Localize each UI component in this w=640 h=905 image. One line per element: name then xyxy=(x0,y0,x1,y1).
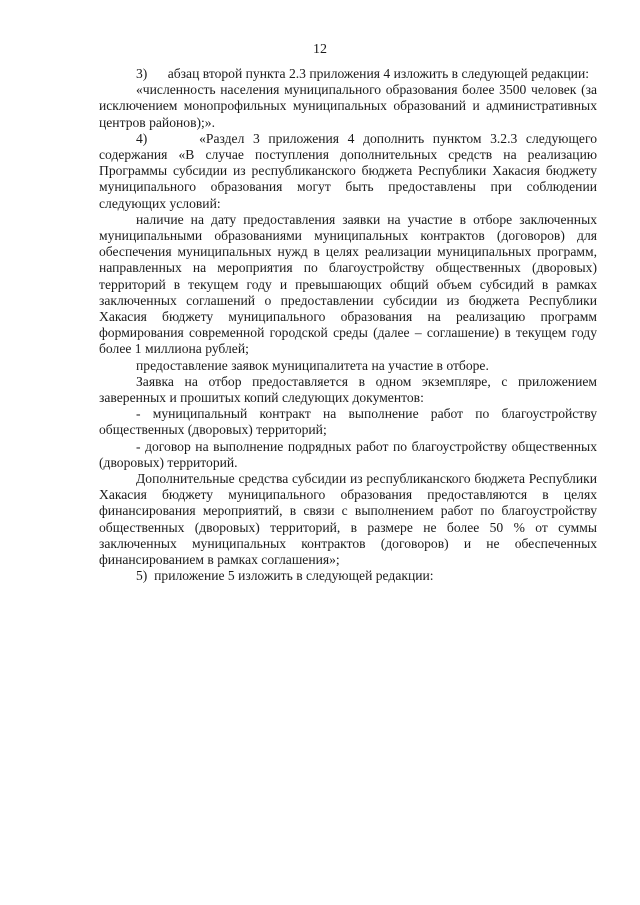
paragraph-condition-applications: предоставление заявок муниципалитета на участие в отборе. xyxy=(136,357,489,373)
paragraph-additional-funds: Дополнительные средства субсидии из республиканского бюджета Республики Хакасия бюджету муниципального образования предоставляются в целях финансирования мероприятий, в связи с выполнением работ по благоустройству общественных (дворовых) территорий, в размере не более 50 % от суммы заключенных муниципальных контрактов (договоров) и не обеспеченных финансированием в рамках соглашения»; xyxy=(99,471,597,568)
page-number: 12 xyxy=(313,42,327,57)
document-body xyxy=(99,66,597,585)
paragraph-application-docs: Заявка на отбор предоставляется в одном экземпляре, с приложением заверенных и прошитых копий следующих документов: xyxy=(99,373,597,406)
paragraph-item-3: 3) абзац второй пункта 2.3 приложения 4 изложить в следующей редакции: xyxy=(136,66,590,81)
paragraph-item-5: 5) приложение 5 изложить в следующей редакции: xyxy=(136,568,434,584)
paragraph-population-clause: «численность населения муниципального образования более 3500 человек (за исключением монопрофильных муниципальных образований и административных центров районов);». xyxy=(99,82,597,130)
paragraph-condition-contracts: наличие на дату предоставления заявки на участие в отборе заключенных муниципальными образованиями муниципальных контрактов (договоров) для обеспечения муниципальных нужд в целях реализации муниципальных программ, направленных на мероприятия по благоустройству общественных (дворовых) территорий в текущем году и превышающих общий объем субсидий в рамках заключенных соглашений о предоставлении субсидии из бюджета Республики Хакасия бюджету муниципального образования на реализацию программ формирования современной городской среды (далее – соглашение) в текущем году более 1 миллиона рублей; xyxy=(99,211,597,357)
list-item-municipal-contract: - муниципальный контракт на выполнение работ по благоустройству общественных (дворовых) территорий; xyxy=(99,406,597,438)
list-item-contractor-agreement: - договор на выполнение подрядных работ по благоустройству общественных (дворовых) территорий. xyxy=(99,438,597,470)
paragraph-item-4: 4) «Раздел 3 приложения 4 дополнить пунктом 3.2.3 следующего содержания «В случае поступления дополнительных средств на реализацию Программы субсидии из республиканского бюджета Республики Хакасия бюджету муниципального образования могут быть предоставлены при соблюдении следующих условий: xyxy=(99,130,597,211)
